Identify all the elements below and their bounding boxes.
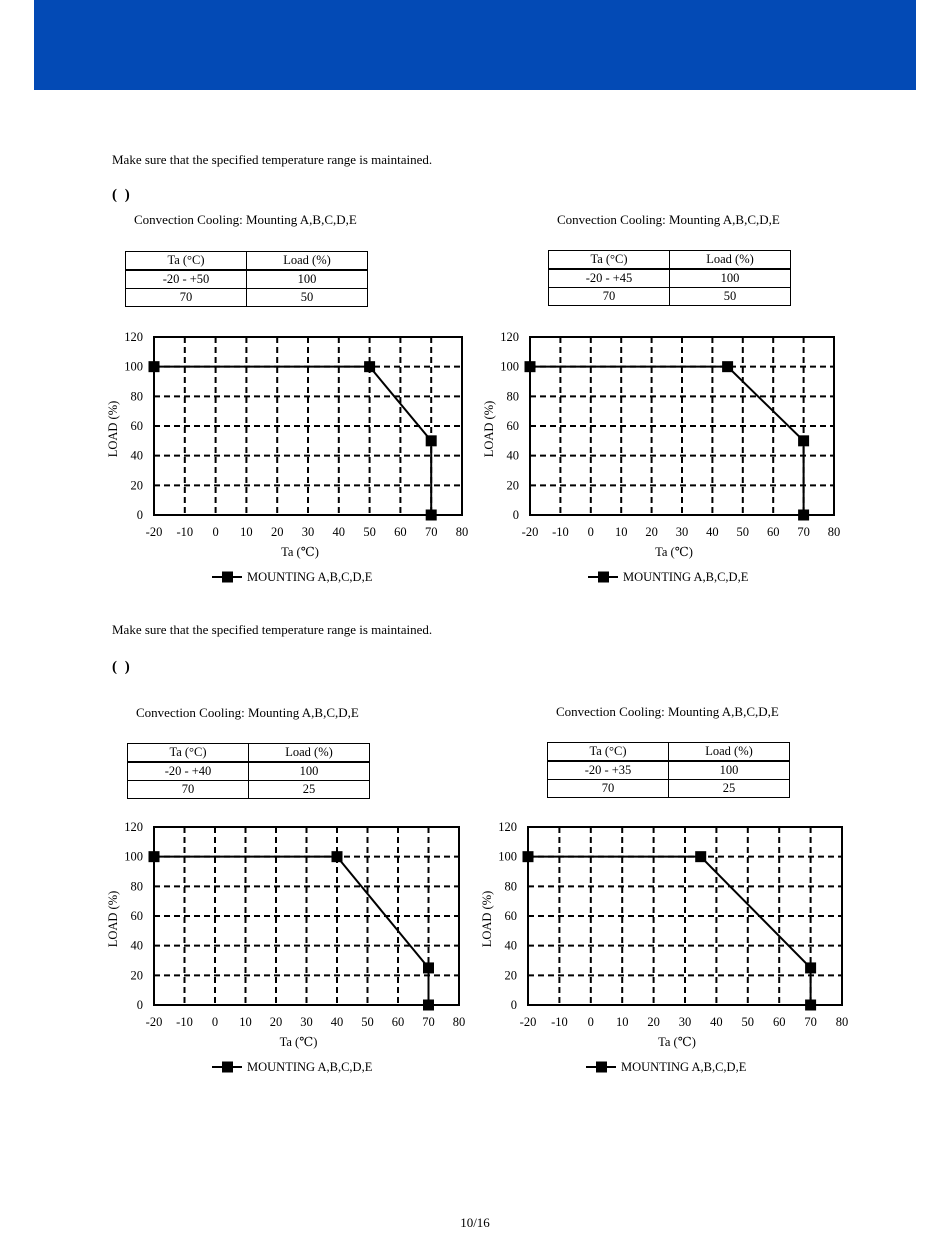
x-tick-label: -10 xyxy=(552,525,569,539)
section-marker: ( ) xyxy=(112,659,132,675)
section-marker: ( ) xyxy=(112,187,132,203)
x-tick-label: 70 xyxy=(422,1015,435,1029)
table-header: Load (%) xyxy=(249,744,370,763)
table-header: Ta (°C) xyxy=(126,252,247,271)
y-axis-label: LOAD (%) xyxy=(106,890,120,948)
panel-title: Convection Cooling: Mounting A,B,C,D,E xyxy=(134,212,357,227)
table-header: Ta (°C) xyxy=(128,744,249,763)
data-point xyxy=(722,361,733,372)
x-tick-label: 50 xyxy=(736,525,750,539)
y-axis-label: LOAD (%) xyxy=(106,400,120,458)
series-line xyxy=(154,857,429,1005)
x-tick-label: 70 xyxy=(797,525,810,539)
x-tick-label: 80 xyxy=(455,525,469,539)
x-tick-label: -20 xyxy=(145,525,163,539)
x-tick-label: 40 xyxy=(332,525,346,539)
legend-marker xyxy=(222,1062,233,1073)
data-point xyxy=(798,510,809,521)
y-tick-label: 60 xyxy=(504,909,517,923)
table-cell: 100 xyxy=(247,270,368,289)
x-tick-label: 70 xyxy=(424,525,438,539)
y-tick-label: 120 xyxy=(124,330,143,344)
x-axis-label: Ta (℃) xyxy=(279,1035,318,1049)
y-tick-label: 60 xyxy=(130,909,143,923)
y-tick-label: 0 xyxy=(136,998,143,1012)
data-point xyxy=(149,851,160,862)
x-tick-label: 50 xyxy=(741,1015,755,1029)
y-tick-label: 20 xyxy=(506,478,519,493)
y-tick-label: 120 xyxy=(498,820,517,834)
x-tick-label: 70 xyxy=(804,1015,817,1029)
y-tick-label: 100 xyxy=(124,359,143,374)
y-tick-label: 20 xyxy=(504,968,517,983)
temperature-note: Make sure that the specified temperature range is maintained. xyxy=(112,152,433,167)
table-header: Ta (°C) xyxy=(549,251,670,270)
x-tick-label: 10 xyxy=(240,525,253,539)
derating-chart-4 xyxy=(474,815,854,1075)
x-axis-label: Ta (℃) xyxy=(658,1035,696,1049)
legend-marker xyxy=(598,572,609,583)
table-cell: 70 xyxy=(548,780,669,798)
x-tick-label: -10 xyxy=(551,1015,568,1029)
y-tick-label: 20 xyxy=(130,968,143,983)
data-point xyxy=(364,361,375,372)
data-point xyxy=(525,361,536,372)
x-tick-label: 20 xyxy=(270,525,284,539)
page-number: 10/16 xyxy=(460,1215,490,1230)
x-tick-label: 60 xyxy=(766,525,780,539)
table-cell: 50 xyxy=(670,288,791,306)
x-tick-label: 80 xyxy=(835,1015,849,1029)
y-tick-label: 120 xyxy=(500,330,519,344)
data-point xyxy=(805,1000,816,1011)
series-line xyxy=(530,367,804,515)
table-cell: -20 - +45 xyxy=(549,269,670,288)
x-tick-label: -20 xyxy=(519,1015,537,1029)
series-line xyxy=(528,857,811,1005)
legend-label: MOUNTING A,B,C,D,E xyxy=(247,1060,373,1074)
x-tick-label: -10 xyxy=(176,525,194,539)
data-point xyxy=(426,435,437,446)
x-tick-label: 30 xyxy=(675,525,689,539)
y-tick-label: 60 xyxy=(130,419,143,433)
series-line xyxy=(154,367,431,515)
panel-title: Convection Cooling: Mounting A,B,C,D,E xyxy=(136,705,359,720)
legend-marker xyxy=(222,572,233,583)
legend-marker xyxy=(596,1062,607,1073)
x-axis-label: Ta (℃) xyxy=(655,545,693,559)
table-cell: -20 - +35 xyxy=(548,761,669,780)
x-tick-label: 0 xyxy=(587,525,594,539)
data-point xyxy=(426,510,437,521)
table-cell: -20 - +50 xyxy=(126,270,247,289)
y-tick-label: 0 xyxy=(136,508,143,522)
table-cell: 100 xyxy=(670,269,791,288)
x-tick-label: 30 xyxy=(678,1015,692,1029)
y-tick-label: 100 xyxy=(500,359,519,374)
legend-label: MOUNTING A,B,C,D,E xyxy=(247,570,373,584)
x-tick-label: 30 xyxy=(301,525,315,539)
y-axis-label: LOAD (%) xyxy=(480,890,494,948)
table-cell: 100 xyxy=(249,762,370,781)
table-cell: 70 xyxy=(549,288,670,306)
x-tick-label: 40 xyxy=(710,1015,723,1029)
y-tick-label: 80 xyxy=(130,879,143,894)
table-header: Load (%) xyxy=(669,743,790,762)
y-tick-label: 100 xyxy=(124,849,143,864)
derating-chart-3 xyxy=(100,815,480,1075)
y-axis-label: LOAD (%) xyxy=(482,400,496,458)
x-tick-label: 80 xyxy=(452,1015,466,1029)
y-tick-label: 0 xyxy=(512,508,519,522)
table-cell: 25 xyxy=(669,780,790,798)
table-header: Load (%) xyxy=(247,252,368,271)
x-tick-label: 40 xyxy=(706,525,719,539)
y-tick-label: 80 xyxy=(506,389,519,404)
header-band xyxy=(34,0,916,90)
x-tick-label: 0 xyxy=(587,1015,594,1029)
derating-chart-2 xyxy=(476,325,856,585)
panel-title: Convection Cooling: Mounting A,B,C,D,E xyxy=(556,704,779,719)
table-cell: 50 xyxy=(247,289,368,307)
table-cell: 25 xyxy=(249,781,370,799)
x-tick-label: 20 xyxy=(647,1015,660,1029)
x-tick-label: 50 xyxy=(361,1015,374,1029)
x-tick-label: 60 xyxy=(772,1015,786,1029)
y-tick-label: 40 xyxy=(130,448,143,463)
x-tick-label: 0 xyxy=(211,1015,219,1029)
x-tick-label: 30 xyxy=(300,1015,313,1029)
legend-label: MOUNTING A,B,C,D,E xyxy=(621,1060,747,1074)
x-tick-label: 20 xyxy=(645,525,658,539)
x-tick-label: -20 xyxy=(145,1015,163,1029)
table-cell: 70 xyxy=(128,781,249,799)
y-tick-label: 100 xyxy=(498,849,517,864)
data-point xyxy=(805,962,816,973)
x-axis-label: Ta (℃) xyxy=(281,545,319,559)
panel-title: Convection Cooling: Mounting A,B,C,D,E xyxy=(557,212,780,227)
temperature-note: Make sure that the specified temperature range is maintained. xyxy=(112,622,433,637)
data-point xyxy=(423,962,434,973)
x-tick-label: 10 xyxy=(239,1015,252,1029)
data-point xyxy=(798,435,809,446)
y-tick-label: 40 xyxy=(506,448,519,463)
y-tick-label: 60 xyxy=(506,419,519,433)
derating-chart-1 xyxy=(100,325,480,585)
y-tick-label: 0 xyxy=(510,998,517,1012)
data-point xyxy=(423,1000,434,1011)
table-cell: 70 xyxy=(126,289,247,307)
table-header: Load (%) xyxy=(670,251,791,270)
x-tick-label: 10 xyxy=(615,1015,629,1029)
y-tick-label: 120 xyxy=(124,820,143,834)
x-tick-label: 60 xyxy=(394,525,407,539)
x-tick-label: -10 xyxy=(176,1015,193,1029)
derating-table xyxy=(127,743,370,799)
data-point xyxy=(523,851,534,862)
x-tick-label: 60 xyxy=(391,1015,405,1029)
table-cell: -20 - +40 xyxy=(128,762,249,781)
data-point xyxy=(332,851,343,862)
y-tick-label: 40 xyxy=(130,938,143,953)
y-tick-label: 40 xyxy=(504,938,517,953)
x-tick-label: 0 xyxy=(212,525,219,539)
derating-table xyxy=(547,742,790,798)
x-tick-label: -20 xyxy=(521,525,539,539)
derating-table xyxy=(548,250,791,306)
table-header: Ta (°C) xyxy=(548,743,669,762)
data-point xyxy=(695,851,706,862)
y-tick-label: 80 xyxy=(130,389,143,404)
x-tick-label: 40 xyxy=(330,1015,344,1029)
x-tick-label: 50 xyxy=(363,525,376,539)
legend-label: MOUNTING A,B,C,D,E xyxy=(623,570,749,584)
y-tick-label: 20 xyxy=(130,478,143,493)
table-cell: 100 xyxy=(669,761,790,780)
y-tick-label: 80 xyxy=(504,879,517,894)
data-point xyxy=(149,361,160,372)
x-tick-label: 10 xyxy=(614,525,628,539)
x-tick-label: 80 xyxy=(827,525,841,539)
derating-table xyxy=(125,251,368,307)
x-tick-label: 20 xyxy=(269,1015,283,1029)
